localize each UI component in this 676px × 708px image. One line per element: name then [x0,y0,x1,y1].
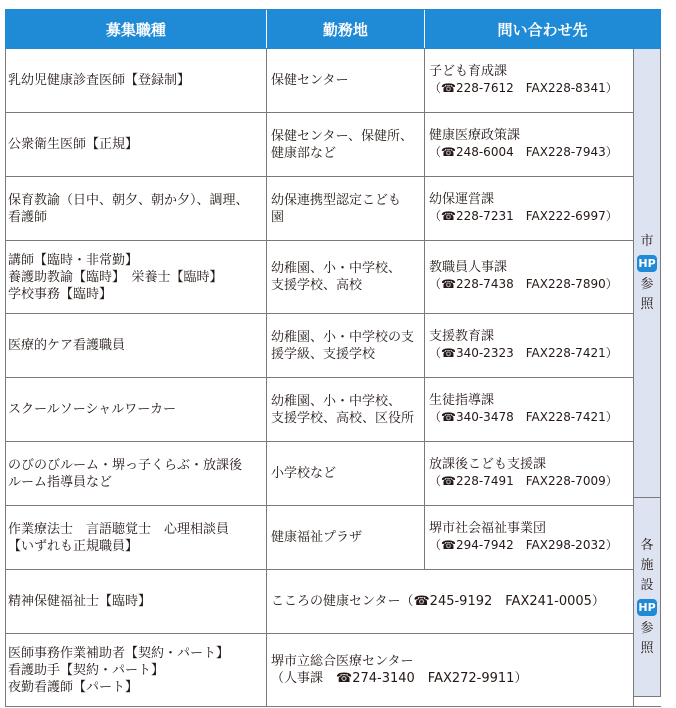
table-row [6,314,661,378]
place-cell: 小学校など [267,442,425,505]
job-cell: のびのびルーム・堺っ子くらぶ・放課後 ルーム指導員など [6,442,267,505]
job-cell: 精神保健福祉士【臨時】 [6,570,267,633]
contact-phone: （☎248-6004 FAX228-7943） [429,144,618,159]
place-cell: 保健センター、保健所、 健康部など [267,113,425,176]
table-row [6,570,661,634]
table-row [6,442,661,506]
contact-dept: 教職員人事課 [429,260,508,275]
side-char: 参 [640,620,654,636]
contact-dept: 堺市社会福祉事業団 [429,520,547,536]
contact-phone: （☎228-7231 FAX222-6997） [429,208,618,223]
contact-dept: 子ども育成課 [429,63,508,79]
contact-phone: （☎340-3478 FAX228-7421） [429,409,618,424]
side-char: 市 [640,233,654,249]
header-job: 募集職種 [6,10,267,48]
merged-place-contact-cell: 堺市立総合医療センター （人事課 ☎274-3140 FAX272-9911） [267,634,634,706]
merged-place-contact-cell: こころの健康センター（☎245-9192 FAX241-0005） [267,570,634,633]
job-cell: スクールソーシャルワーカー [6,378,267,441]
place-cell: 保健センター [267,49,425,112]
job-cell: 乳幼児健康診査医師【登録制】 [6,49,267,112]
contact-phone: （☎228-7612 FAX228-8341） [429,80,618,95]
contact-cell [425,177,634,240]
table-row [6,49,661,113]
contact-phone: （☎228-7491 FAX228-7009） [429,473,618,488]
hp-badge: HP [638,600,656,614]
header-place: 勤務地 [267,10,425,48]
table-header [5,9,661,49]
side-char: 照 [640,640,654,656]
place-cell: 幼稚園、小・中学校の支 援学級、支援学校 [267,314,425,377]
job-cell: 保育教諭（日中、朝夕、朝か夕）、調理、 看護師 [6,177,267,240]
contact-cell [425,113,634,176]
side-note-facility-hp [633,498,661,697]
contact-dept: 幼保運営課 [429,191,495,207]
table-row [6,113,661,177]
contact-cell [425,442,634,505]
contact-dept: 放課後こども支援課 [429,456,547,472]
contact-cell [425,506,634,569]
side-char: 施 [640,557,654,573]
place-cell: 幼稚園、小・中学校、 支援学校、高校、区役所 [267,378,425,441]
side-char: 各 [640,537,654,553]
hp-badge: HP [638,256,656,270]
contact-cell [425,241,634,313]
place-cell: 幼保連携型認定こども 園 [267,177,425,240]
header-contact: 問い合わせ先 [497,20,588,39]
table-row [6,241,661,314]
job-cell: 公衆衛生医師【正規】 [6,113,267,176]
contact-cell [425,314,634,377]
job-cell: 医療的ケア看護職員 [6,314,267,377]
side-note-city-hp [633,49,661,498]
contact-cell [425,378,634,441]
job-cell: 医師事務作業補助者【契約・パート】 看護助手【契約・パート】 夜勤看護師【パート】 [6,634,267,706]
contact-phone: （☎228-7438 FAX228-7890） [429,277,618,291]
table-row [6,634,661,707]
side-char: 設 [640,577,654,593]
job-cell: 作業療法士 言語聴覚士 心理相談員 【いずれも正規職員】 [6,506,267,569]
table-body [5,49,661,707]
table-row [6,378,661,442]
contact-dept: 健康医療政策課 [429,127,521,143]
contact-dept: 支援教育課 [429,328,495,344]
recruitment-table [5,9,661,707]
contact-phone: （☎340-2323 FAX228-7421） [429,345,618,360]
contact-cell [425,49,634,112]
side-char: 照 [640,296,654,312]
contact-phone: （☎294-7942 FAX298-2032） [429,537,618,552]
table-row [6,506,661,570]
place-cell: 幼稚園、小・中学校、 支援学校、高校 [267,241,425,313]
table-row [6,177,661,241]
side-char: 参 [640,276,654,292]
place-cell: 健康福祉プラザ [267,506,425,569]
contact-dept: 生徒指導課 [429,392,495,408]
job-cell: 講師【臨時・非常勤】 養護助教諭【臨時】 栄養士【臨時】 学校事務【臨時】 [6,241,267,313]
